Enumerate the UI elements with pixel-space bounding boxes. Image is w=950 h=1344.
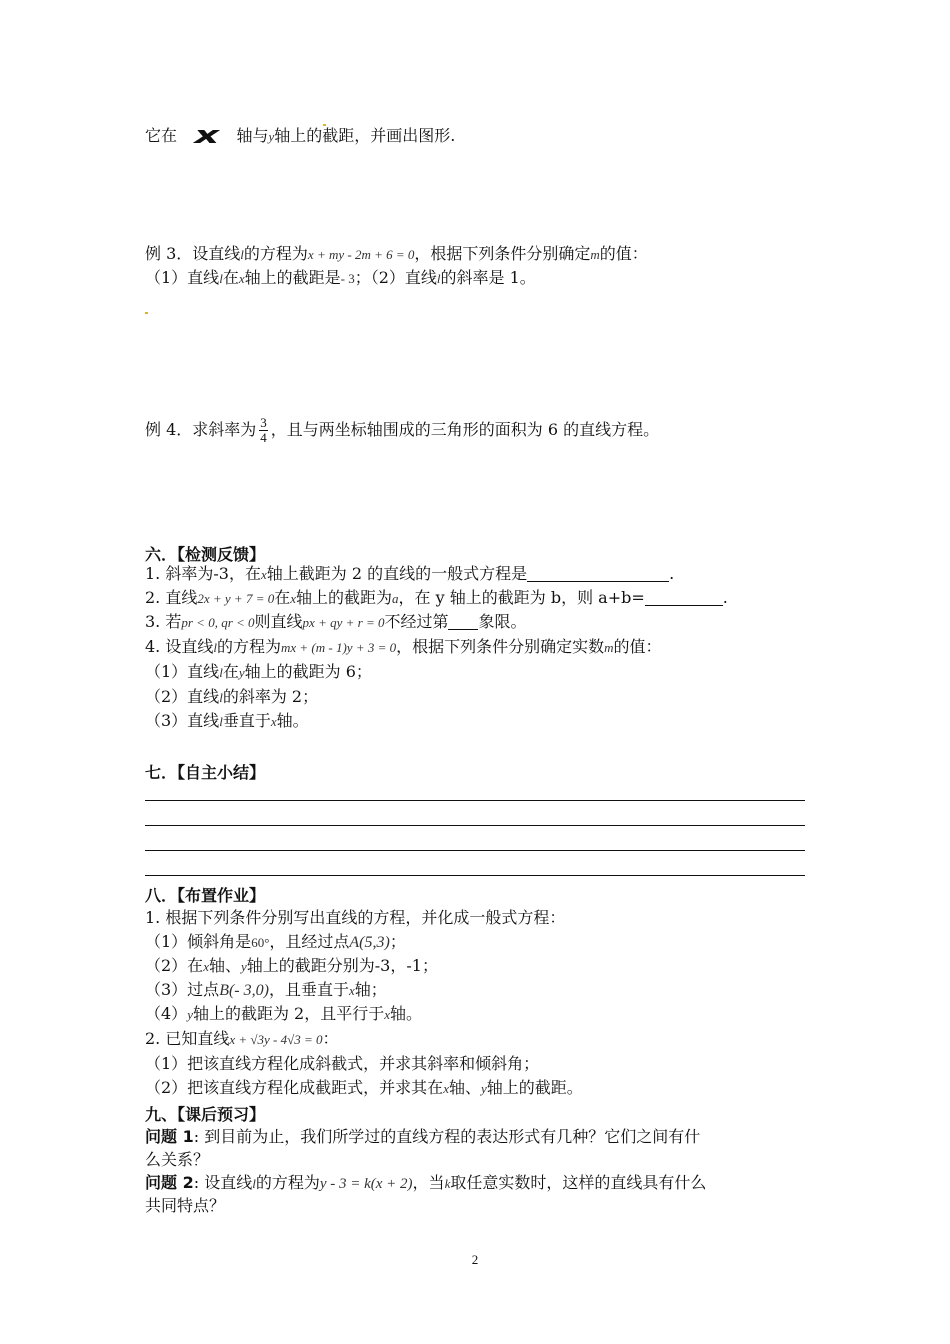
hw1b-t3: 轴上的截距分别为-3，-1；	[246, 956, 438, 975]
hw1a-angle: 60°	[251, 935, 270, 950]
page-number: 2	[471, 1252, 479, 1267]
ex3-l3: l	[436, 271, 441, 286]
p2l: l	[252, 1176, 256, 1191]
q4l: l	[213, 640, 217, 655]
q4d: 的值：	[613, 637, 662, 656]
q2a-var: a	[392, 591, 399, 606]
hw2a2	[145, 1077, 583, 1100]
stray-mark	[323, 124, 326, 126]
summary-line-4[interactable]	[145, 875, 805, 876]
ex3-t1: 的方程为	[243, 244, 308, 263]
ex3-c1c: 轴上的截距是	[244, 268, 341, 287]
sec6-title: 六．【检测反馈】	[145, 545, 266, 564]
sec9-title: 九、【课后预习】	[145, 1105, 266, 1124]
ex3-t3: 的值：	[599, 244, 648, 263]
s1c: 轴上的截距为 6；	[244, 662, 372, 681]
s3l: l	[219, 714, 223, 729]
q2x: x	[290, 591, 297, 606]
ex3-line2	[145, 267, 536, 290]
q2-equation: 2x + y + 7 = 0	[197, 591, 275, 606]
sec6-s3	[145, 710, 309, 733]
q1x: x	[260, 567, 267, 582]
intro-prefix: 它在	[145, 126, 178, 145]
hw1d-x: x	[384, 1007, 391, 1022]
s1y: y	[238, 665, 245, 680]
hw1a-point: A(5,3)	[349, 934, 390, 951]
p2k: k	[444, 1176, 451, 1191]
hw1c-t3: 轴；	[354, 980, 387, 999]
q1-label: 问题 1	[145, 1127, 194, 1146]
q4-equation: mx + (m - 1)y + 3 = 0	[281, 640, 397, 655]
s3a: （3）直线	[145, 711, 220, 730]
q4a: 4. 设直线	[145, 637, 214, 656]
hw1d	[145, 1003, 422, 1026]
ex3-line1	[145, 243, 648, 266]
fraction-denominator: 4	[260, 430, 267, 445]
hw2a2-t2: 轴、	[448, 1078, 481, 1097]
q4b: 的方程为	[216, 637, 281, 656]
ex3-c1b: 在	[222, 268, 239, 287]
summary-line-2[interactable]	[145, 825, 805, 826]
sec8-title: 八．【布置作业】	[145, 886, 266, 905]
preview-q2	[145, 1172, 706, 1195]
hw1c	[145, 979, 387, 1002]
hw1d-t1: （4）	[145, 1004, 188, 1023]
q3-equation: px + qy + r = 0	[302, 615, 385, 630]
sec6-q3	[145, 611, 527, 634]
hw2-t2: ：	[322, 1029, 339, 1048]
hw1d-y: y	[187, 1007, 193, 1022]
x-symbol: x	[194, 121, 220, 149]
q1b: 轴上截距为 2 的直线的一般式方程是	[266, 564, 528, 583]
q3c: 不经过第	[384, 612, 449, 631]
preview-q1-cont: 么关系？	[145, 1150, 210, 1169]
p2d: 取任意实数时，这样的直线具有什么	[450, 1173, 707, 1192]
hw2a2-x: x	[443, 1081, 449, 1096]
stray-mark-2	[145, 312, 148, 314]
summary-line-3[interactable]	[145, 850, 805, 851]
hw1: 1. 根据下列条件分别写出直线的方程，并化成一般式方程：	[145, 908, 566, 927]
p2-equation: y - 3 = k(x + 2)	[319, 1176, 413, 1192]
ex3-l: l	[240, 247, 244, 262]
ex4-line	[145, 410, 659, 450]
answer-blank-2[interactable]	[645, 589, 723, 606]
q2-label: 问题 2	[145, 1173, 194, 1192]
intro-suffix: 轴上的截距，并画出图形.	[274, 126, 456, 145]
hw2a2-t1: （2）把该直线方程化成截距式，并求其在	[145, 1078, 444, 1097]
ex3-c1v: - 3	[340, 271, 355, 286]
hw1b-t2: 轴、	[208, 956, 241, 975]
s2a: （2）直线	[145, 687, 220, 706]
summary-line-1[interactable]	[145, 800, 805, 801]
hw1c-point: B(- 3,0)	[219, 982, 269, 999]
s1l: l	[219, 665, 223, 680]
answer-blank-1[interactable]	[527, 565, 669, 582]
ex3-t2: ，根据下列条件分别确定	[414, 244, 591, 263]
hw1c-t1: （3）过点	[145, 980, 220, 999]
p2a: : 设直线	[193, 1173, 253, 1192]
q3b: 则直线	[254, 612, 303, 631]
q2b: 在	[274, 588, 291, 607]
ex4-label: 例 4．求斜率为	[145, 420, 257, 439]
q4m: m	[604, 640, 614, 655]
hw1a-t3: ；	[389, 932, 406, 951]
hw2	[145, 1028, 339, 1051]
q2end: .	[722, 588, 728, 607]
q1a: 1. 斜率为-3，在	[145, 564, 261, 583]
sec6-q2	[145, 587, 728, 610]
hw1a	[145, 931, 406, 954]
hw1a-t2: ，且经过点	[269, 932, 350, 951]
preview-q1	[145, 1126, 700, 1148]
hw2a1: （1）把该直线方程化成斜截式，并求其斜率和倾斜角；	[145, 1054, 540, 1073]
ex3-c1x: x	[238, 271, 245, 286]
ex3-l2: l	[219, 271, 223, 286]
q4c: ，根据下列条件分别确定实数	[396, 637, 605, 656]
answer-blank-3[interactable]	[448, 613, 478, 630]
ex3-label: 例 3．设直线	[145, 244, 241, 263]
hw2a2-t3: 轴上的截距。	[486, 1078, 583, 1097]
q2c: 轴上的截距为	[296, 588, 393, 607]
sec6-s2	[145, 686, 318, 709]
slope-fraction	[259, 416, 268, 445]
s2b: 的斜率为 2；	[222, 687, 319, 706]
hw1c-t2: ，且垂直于	[268, 980, 349, 999]
q2d: ，在 y 轴上的截距为 b，则 a+b=	[398, 588, 645, 607]
intro-middle: 轴与	[236, 126, 269, 145]
ex3-m: m	[590, 247, 600, 262]
q3-condition: pr < 0, qr < 0	[181, 615, 255, 630]
ex4-rest: ，且与两坐标轴围成的三角形的面积为 6 的直线方程。	[270, 420, 660, 439]
hw1d-t3: 轴。	[390, 1004, 423, 1023]
s3c: 轴。	[276, 711, 309, 730]
q1end: .	[669, 564, 675, 583]
p2b: 的方程为	[255, 1173, 320, 1192]
hw1d-t2: 轴上的截距为 2，且平行于	[192, 1004, 385, 1023]
ex3-equation: x + my - 2m + 6 = 0	[307, 247, 415, 262]
intro-line	[145, 121, 456, 149]
ex3-c1d: ；（2）直线	[354, 268, 437, 287]
s3b: 垂直于	[222, 711, 271, 730]
hw2-equation: x + √3y - 4√3 = 0	[229, 1032, 323, 1047]
s3x: x	[270, 714, 277, 729]
q1-text: : 到目前为止，我们所学过的直线方程的表达形式有几种？它们之间有什	[193, 1127, 701, 1146]
hw1b-x: x	[203, 959, 209, 974]
y-var: y	[268, 129, 275, 144]
hw1a-t1: （1）倾斜角是	[145, 932, 252, 951]
hw1b-t1: （2）在	[145, 956, 204, 975]
fraction-numerator: 3	[260, 415, 267, 430]
s2l: l	[219, 690, 223, 705]
hw2a2-y: y	[480, 1081, 487, 1096]
sec7-title: 七．【自主小结】	[145, 763, 266, 782]
s1a: （1）直线	[145, 662, 220, 681]
s1b: 在	[222, 662, 239, 681]
q3a: 3. 若	[145, 612, 182, 631]
p2c: ，当	[412, 1173, 445, 1192]
sec6-q1	[145, 563, 674, 586]
hw1c-x: x	[348, 983, 355, 998]
q3d: 象限。	[478, 612, 527, 631]
ex3-c1e: 的斜率是 1。	[440, 268, 536, 287]
sec6-q4	[145, 636, 662, 659]
preview-q2-cont: 共同特点？	[145, 1196, 226, 1215]
q2a: 2. 直线	[145, 588, 198, 607]
hw1b	[145, 955, 438, 978]
hw1b-y: y	[240, 959, 247, 974]
ex3-c1a: （1）直线	[145, 268, 220, 287]
sec6-s1	[145, 661, 372, 684]
hw2-t1: 2. 已知直线	[145, 1029, 230, 1048]
